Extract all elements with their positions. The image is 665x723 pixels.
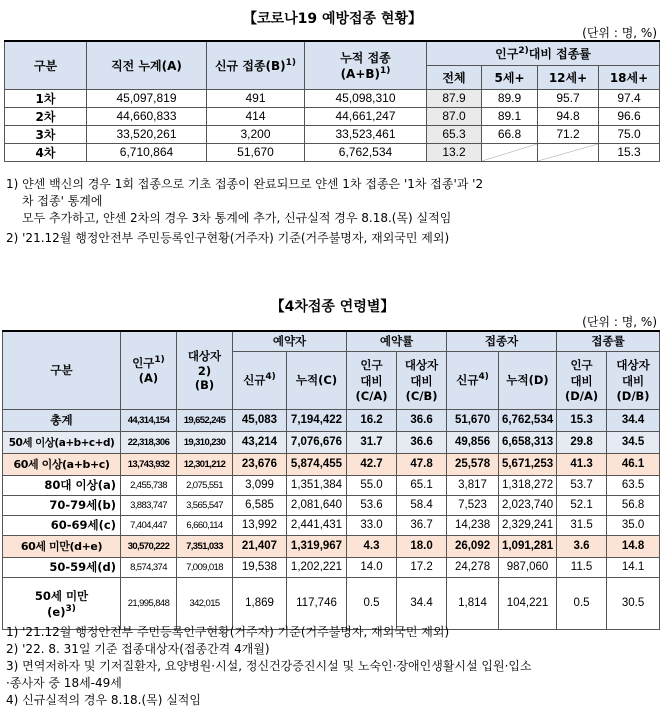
cell-cum: 45,098,310 xyxy=(305,89,427,107)
header-vacc-cum: 누적(D) xyxy=(499,351,557,409)
cell-pop: 21,995,848 xyxy=(121,577,177,629)
table-row xyxy=(3,475,660,495)
cell-rcum: 7,076,676 xyxy=(287,431,347,453)
cell-pop: 3,883,747 xyxy=(121,495,177,515)
cell-all: 65.3 xyxy=(427,125,482,143)
cell-vr1: 3.6 xyxy=(557,535,607,557)
cell-rnew: 21,407 xyxy=(233,535,287,557)
cell-pop: 13,743,932 xyxy=(121,453,177,475)
cell-18: 96.6 xyxy=(599,107,660,125)
cell-18: 97.4 xyxy=(599,89,660,107)
cell-vcum: 6,658,313 xyxy=(499,431,557,453)
cell-prev: 33,520,261 xyxy=(87,125,207,143)
table-row xyxy=(3,409,660,431)
row-label: 60세 미만(d+e) xyxy=(3,535,121,557)
section1-notes xyxy=(6,176,661,247)
cell-vr1: 41.3 xyxy=(557,453,607,475)
header-vacc-new: 신규$^{4)}$ xyxy=(447,351,499,409)
cell-vr1: 0.5 xyxy=(557,577,607,629)
table-row xyxy=(5,89,660,107)
cell-vnew: 14,238 xyxy=(447,515,499,535)
cell-18: 75.0 xyxy=(599,125,660,143)
cell-vcum: 5,671,253 xyxy=(499,453,557,475)
section2-title: 【4차접종 연령별】 xyxy=(270,299,395,315)
cell-pop: 8,574,374 xyxy=(121,557,177,577)
cell-rr1: 33.0 xyxy=(347,515,397,535)
cell-new: 491 xyxy=(207,89,305,107)
note-3b: ·종사자 중 18세-49세 xyxy=(6,676,122,690)
cell-vr2: 46.1 xyxy=(607,453,660,475)
cell-rr1: 0.5 xyxy=(347,577,397,629)
section2-unit: (단위 : 명, %) xyxy=(582,315,657,329)
cell-all: 13.2 xyxy=(427,143,482,161)
cell-vcum: 2,329,241 xyxy=(499,515,557,535)
cell-5: 66.8 xyxy=(482,125,538,143)
cell-prev: 45,097,819 xyxy=(87,89,207,107)
cell-vnew: 24,278 xyxy=(447,557,499,577)
cell-target: 12,301,212 xyxy=(177,453,233,475)
cell-rr1: 53.6 xyxy=(347,495,397,515)
header-vacc: 접종자 xyxy=(447,331,557,351)
cell-pop: 22,318,306 xyxy=(121,431,177,453)
header-cum: 누적 접종 $(A+B)^{1)}$ xyxy=(305,41,427,89)
header-sub-12: 12세+ xyxy=(538,65,599,89)
header-reserve-new: 신규$^{4)}$ xyxy=(233,351,287,409)
cell-vnew: 25,578 xyxy=(447,453,499,475)
cell-rcum: 2,081,640 xyxy=(287,495,347,515)
cell-vr1: 52.1 xyxy=(557,495,607,515)
row-label: 총계 xyxy=(3,409,121,431)
cell-rr2: 47.8 xyxy=(397,453,447,475)
cell-cum: 33,523,461 xyxy=(305,125,427,143)
header-rr2: 대상자 대비 (C/B) xyxy=(397,351,447,409)
cell-18: 15.3 xyxy=(599,143,660,161)
header-reserve: 예약자 xyxy=(233,331,347,351)
table-row xyxy=(3,577,660,629)
note-1b: 차 접종' 통계에 xyxy=(22,194,103,208)
cell-5-empty xyxy=(482,143,538,161)
row-label: 60세 이상(a+b+c) xyxy=(3,453,121,475)
cell-rr1: 42.7 xyxy=(347,453,397,475)
section1-title: 【코로나19 예방접종 현황】 xyxy=(243,11,422,27)
note-1a: 1) 얀센 백신의 경우 1회 접종으로 기초 접종이 완료되므로 얀센 1차 접종은 '1차 접종'과 '2 xyxy=(6,177,484,191)
section1-unit: (단위 : 명, %) xyxy=(582,26,657,40)
table-row xyxy=(5,143,660,161)
age-group-table xyxy=(2,330,660,630)
cell-5: 89.1 xyxy=(482,107,538,125)
cell-rr1: 31.7 xyxy=(347,431,397,453)
note-1: 1) '21.12월 행정안전부 주민등록인구현황(거주자) 기준(거주불명자, 재외국민 제외) xyxy=(6,625,450,639)
cell-vnew: 51,670 xyxy=(447,409,499,431)
cell-rcum: 7,194,422 xyxy=(287,409,347,431)
cell-rnew: 1,869 xyxy=(233,577,287,629)
note-2: 2) '21.12월 행정안전부 주민등록인구현황(거주자) 기준(거주불명자, 재외국민 제외) xyxy=(6,231,450,245)
row-label: 80대 이상(a) xyxy=(3,475,121,495)
cell-target: 7,351,033 xyxy=(177,535,233,557)
cell-rr2: 34.4 xyxy=(397,577,447,629)
cell-pop: 7,404,447 xyxy=(121,515,177,535)
cell-12: 95.7 xyxy=(538,89,599,107)
cell-vcum: 1,091,281 xyxy=(499,535,557,557)
cell-vcum: 1,318,272 xyxy=(499,475,557,495)
cell-12-empty xyxy=(538,143,599,161)
note-4: 4) 신규실적의 경우 8.18.(목) 실적임 xyxy=(6,693,201,707)
cell-rr2: 18.0 xyxy=(397,535,447,557)
cell-vr2: 63.5 xyxy=(607,475,660,495)
header-target: 대상자 2) (B) xyxy=(177,331,233,409)
cell-cum: 44,661,247 xyxy=(305,107,427,125)
row-label: 50세 미만 $(e)^{3)}$ xyxy=(3,577,121,629)
cell-vcum: 6,762,534 xyxy=(499,409,557,431)
cell-target: 3,565,547 xyxy=(177,495,233,515)
cell-vr1: 31.5 xyxy=(557,515,607,535)
cell-rcum: 1,202,221 xyxy=(287,557,347,577)
cell-vr1: 15.3 xyxy=(557,409,607,431)
cell-vr1: 53.7 xyxy=(557,475,607,495)
cell-new: 414 xyxy=(207,107,305,125)
cell-vnew: 49,856 xyxy=(447,431,499,453)
cell-rr2: 36.7 xyxy=(397,515,447,535)
table-row xyxy=(3,495,660,515)
row-label: 70-79세(b) xyxy=(3,495,121,515)
header-sub-18: 18세+ xyxy=(599,65,660,89)
cell-rr1: 4.3 xyxy=(347,535,397,557)
header-gubun: 구분 xyxy=(3,331,121,409)
cell-vcum: 987,060 xyxy=(499,557,557,577)
cell-target: 19,310,230 xyxy=(177,431,233,453)
cell-vnew: 1,814 xyxy=(447,577,499,629)
cell-rcum: 1,319,967 xyxy=(287,535,347,557)
table-row xyxy=(3,557,660,577)
cell-target: 7,009,018 xyxy=(177,557,233,577)
header-reserve-cum: 누적(C) xyxy=(287,351,347,409)
note-3a: 3) 면역저하자 및 기저질환자, 요양병원·시설, 정신건강증진시설 및 노숙인·장애인생활시설 입원·입소 xyxy=(6,659,532,673)
header-rate: 인구$^{2)}$대비 접종률 xyxy=(427,41,660,65)
cell-vr2: 14.1 xyxy=(607,557,660,577)
cell-vnew: 26,092 xyxy=(447,535,499,557)
header-sub-5: 5세+ xyxy=(482,65,538,89)
header-rr1: 인구 대비 (C/A) xyxy=(347,351,397,409)
table-row xyxy=(3,453,660,475)
table-row xyxy=(3,515,660,535)
cell-rr1: 55.0 xyxy=(347,475,397,495)
header-prev: 직전 누계(A) xyxy=(87,41,207,89)
table-row xyxy=(3,431,660,453)
cell-rr2: 17.2 xyxy=(397,557,447,577)
cell-rnew: 43,214 xyxy=(233,431,287,453)
header-sub-all: 전체 xyxy=(427,65,482,89)
cell-rnew: 13,992 xyxy=(233,515,287,535)
table-row xyxy=(5,125,660,143)
note-1c: 모두 추가하고, 얀센 2차의 경우 3차 통계에 추가, 신규실적 경우 8.18.(목) 실적임 xyxy=(22,211,452,225)
cell-rnew: 6,585 xyxy=(233,495,287,515)
cell-vr1: 29.8 xyxy=(557,431,607,453)
table-row xyxy=(3,535,660,557)
cell-rcum: 5,874,455 xyxy=(287,453,347,475)
cell-vr2: 30.5 xyxy=(607,577,660,629)
cell-vr2: 14.8 xyxy=(607,535,660,557)
cell-12: 71.2 xyxy=(538,125,599,143)
cell-12: 94.8 xyxy=(538,107,599,125)
row-label: 60-69세(c) xyxy=(3,515,121,535)
cell-new: 3,200 xyxy=(207,125,305,143)
cell-rr1: 16.2 xyxy=(347,409,397,431)
cell-rcum: 117,746 xyxy=(287,577,347,629)
row-label: 1차 xyxy=(5,89,87,107)
cell-5: 89.9 xyxy=(482,89,538,107)
cell-vcum: 2,023,740 xyxy=(499,495,557,515)
cell-cum: 6,762,534 xyxy=(305,143,427,161)
cell-vnew: 3,817 xyxy=(447,475,499,495)
header-vr1: 인구 대비 (D/A) xyxy=(557,351,607,409)
note-2: 2) '22. 8. 31일 기준 접종대상자(접종간격 4개월) xyxy=(6,642,270,656)
cell-target: 2,075,551 xyxy=(177,475,233,495)
row-label: 50세 이상(a+b+c+d) xyxy=(3,431,121,453)
cell-vr1: 11.5 xyxy=(557,557,607,577)
cell-rr2: 36.6 xyxy=(397,409,447,431)
cell-all: 87.0 xyxy=(427,107,482,125)
header-reserve-rate: 예약률 xyxy=(347,331,447,351)
cell-vnew: 7,523 xyxy=(447,495,499,515)
header-pop: 인구$^{1)}$ (A) xyxy=(121,331,177,409)
header-new: 신규 접종$(B)^{1)}$ xyxy=(207,41,305,89)
cell-vr2: 34.4 xyxy=(607,409,660,431)
cell-pop: 44,314,154 xyxy=(121,409,177,431)
row-label: 2차 xyxy=(5,107,87,125)
row-label: 3차 xyxy=(5,125,87,143)
cell-pop: 30,570,222 xyxy=(121,535,177,557)
cell-target: 342,015 xyxy=(177,577,233,629)
cell-rnew: 19,538 xyxy=(233,557,287,577)
cell-rr2: 65.1 xyxy=(397,475,447,495)
cell-vr2: 34.5 xyxy=(607,431,660,453)
cell-rcum: 1,351,384 xyxy=(287,475,347,495)
row-label: 4차 xyxy=(5,143,87,161)
cell-rnew: 3,099 xyxy=(233,475,287,495)
cell-rr2: 36.6 xyxy=(397,431,447,453)
table-row xyxy=(5,107,660,125)
row-label: 50-59세(d) xyxy=(3,557,121,577)
cell-vr2: 35.0 xyxy=(607,515,660,535)
header-vacc-rate: 접종률 xyxy=(557,331,660,351)
cell-prev: 44,660,833 xyxy=(87,107,207,125)
cell-vr2: 56.8 xyxy=(607,495,660,515)
section2-notes xyxy=(6,624,661,709)
header-vr2: 대상자 대비 (D/B) xyxy=(607,351,660,409)
cell-all: 87.9 xyxy=(427,89,482,107)
cell-new: 51,670 xyxy=(207,143,305,161)
cell-rr1: 14.0 xyxy=(347,557,397,577)
cell-prev: 6,710,864 xyxy=(87,143,207,161)
vaccination-status-table xyxy=(4,40,660,162)
cell-target: 6,660,114 xyxy=(177,515,233,535)
cell-rcum: 2,441,431 xyxy=(287,515,347,535)
cell-rnew: 23,676 xyxy=(233,453,287,475)
cell-rr2: 58.4 xyxy=(397,495,447,515)
cell-rnew: 45,083 xyxy=(233,409,287,431)
cell-target: 19,652,245 xyxy=(177,409,233,431)
cell-pop: 2,455,738 xyxy=(121,475,177,495)
cell-vcum: 104,221 xyxy=(499,577,557,629)
header-gubun: 구분 xyxy=(5,41,87,89)
